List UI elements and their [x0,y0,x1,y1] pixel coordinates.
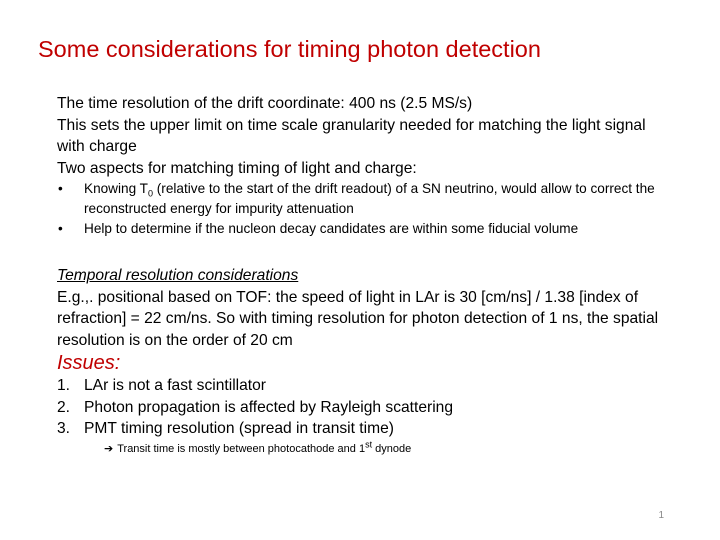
issue-number: 1. [57,377,71,394]
issue-text: LAr is not a fast scintillator [84,377,267,394]
bullet-text-start: Knowing T [84,181,148,196]
bullet-text-end: (relative to the start of the drift readout) of a SN neutrino, would allow to correct the reconstructed energy for impurity attenuation [84,181,655,216]
issue-item [57,397,677,419]
temporal-heading: Temporal resolution considerations [57,267,299,284]
issue-text: Photon propagation is affected by Rayleigh scattering [84,398,454,416]
temporal-text: E.g.,. positional based on TOF: the speed of light in LAr is 30 [cm/ns] / 1.38 [index of refraction] = 22 cm/ns. So with timing resolution for photon detection of 1 ns, the spatial resolution is on the order of 20 cm [57,288,659,349]
bullet-marker: • [58,181,63,196]
transit-time-note [57,440,677,458]
issues-list [57,375,677,440]
issue-number: 2. [57,398,71,416]
slide-title: Some considerations for timing photon detection [38,36,541,62]
bullet-item-sn-neutrino [57,179,677,219]
drift-resolution-line: The time resolution of the drift coordinate: 400 ns (2.5 MS/s) [57,95,473,112]
issue-text: PMT timing resolution (spread in transit time) [84,420,394,437]
note-text-start: Transit time is mostly between photocathode and 1 [117,442,366,455]
issue-item [57,375,677,397]
aspects-bullet-list [57,179,677,239]
issues-heading: Issues: [57,352,121,374]
spacer [57,239,677,265]
st-superscript: st [365,438,373,449]
page-number: 1 [658,510,664,521]
bullet-text: Help to determine if the nucleon decay candidates are within some fiducial volume [84,221,579,236]
bullet-item-nucleon-decay [57,219,677,239]
slide-body [57,93,677,458]
bullet-marker: • [58,221,63,236]
issue-item [57,418,677,440]
right-arrow-icon: ➔ [104,442,114,455]
upper-limit-line: This sets the upper limit on time scale granularity needed for matching the light signal with charge [57,116,646,155]
two-aspects-line: Two aspects for matching timing of light and charge: [57,159,417,177]
t0-subscript: 0 [147,188,153,199]
note-text-end: dynode [372,442,412,455]
issue-number: 3. [57,420,71,437]
